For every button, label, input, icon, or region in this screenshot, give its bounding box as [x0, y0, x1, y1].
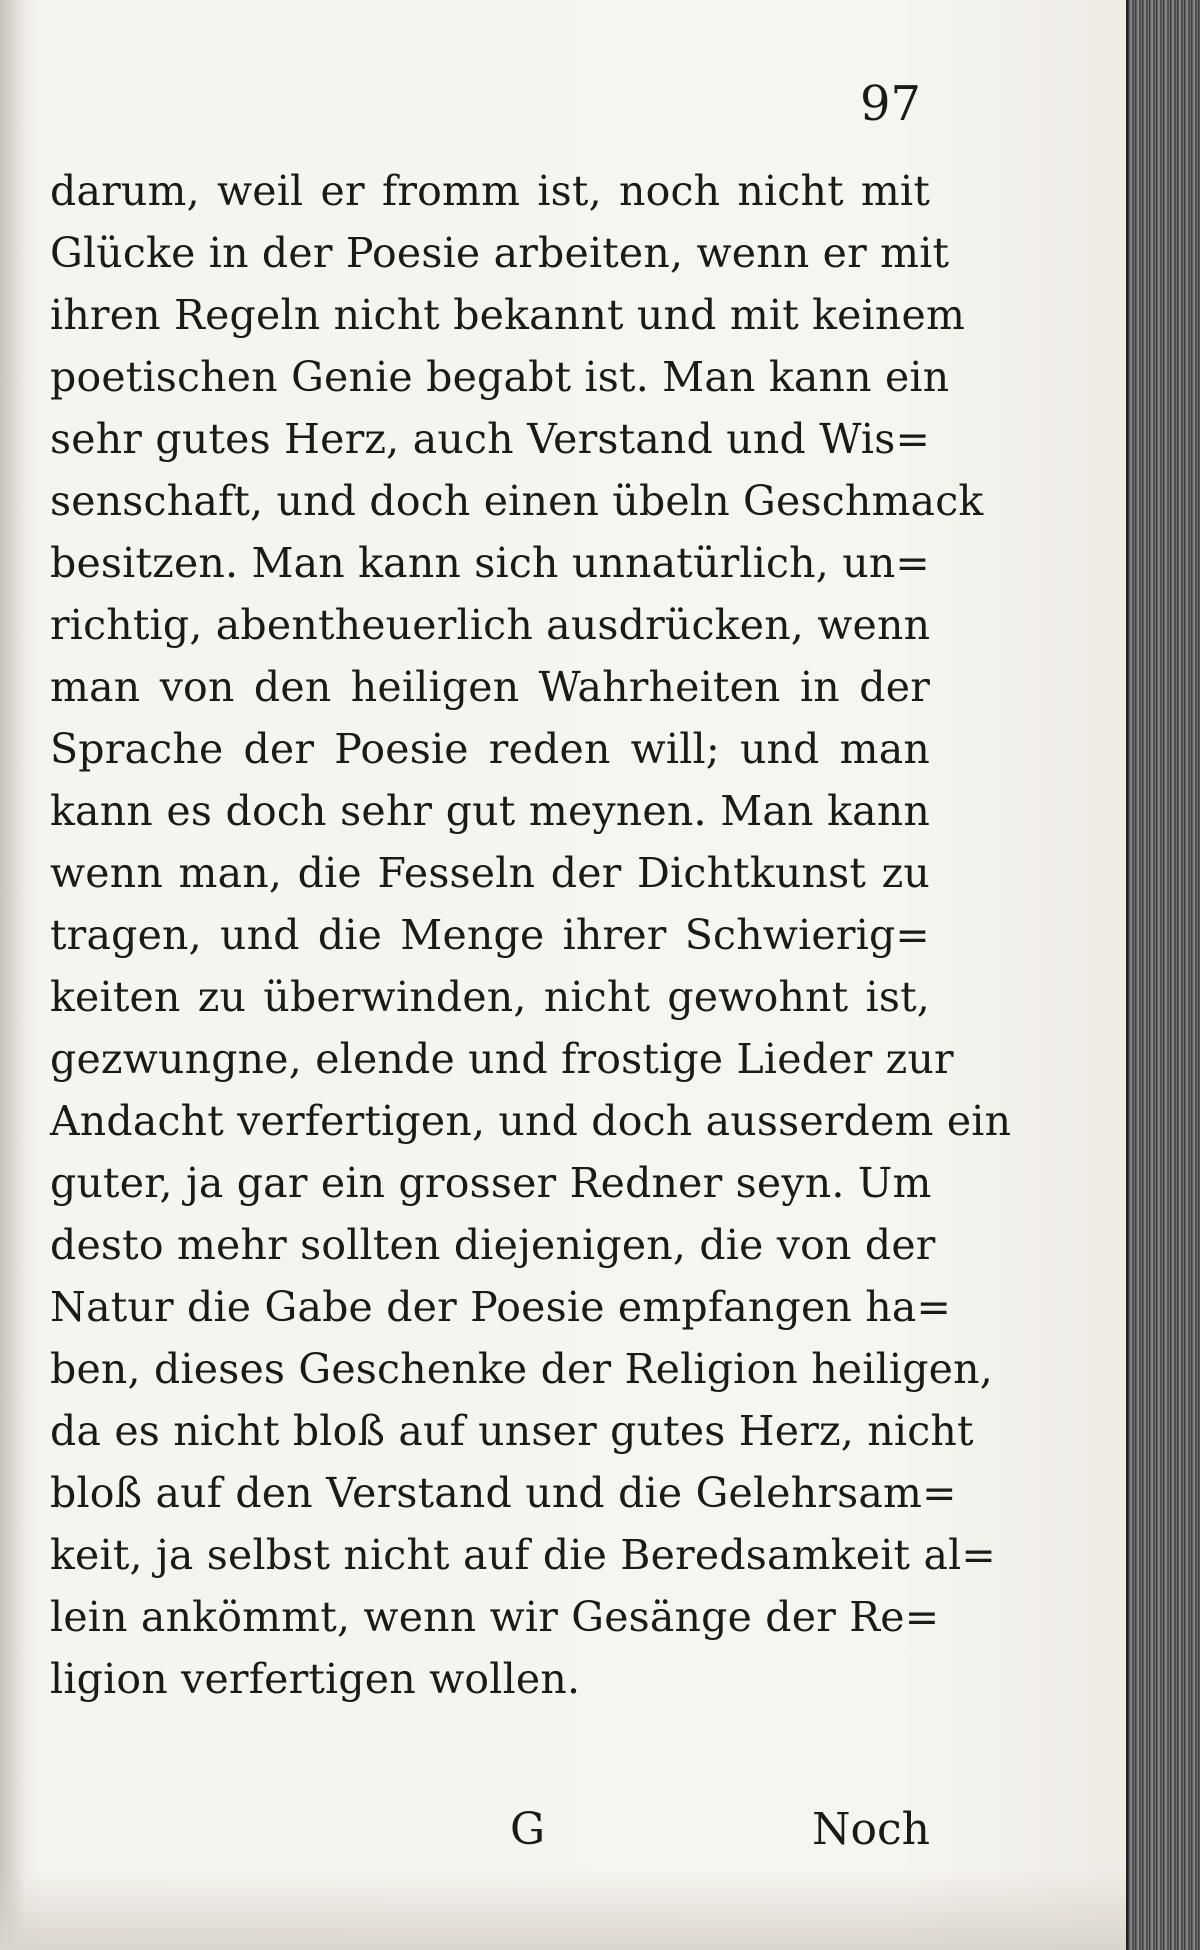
text-line: poetischen Genie begabt ist. Man kann ein	[50, 353, 950, 401]
gutter-shadow	[0, 0, 26, 1950]
text-line: wenn man, die Fesseln der Dichtkunst zu	[50, 849, 930, 897]
text-line: darum, weil er fromm ist, noch nicht mit	[50, 167, 930, 215]
catchword: Noch	[812, 1804, 930, 1855]
text-line-last: ligion verfertigen wollen.	[50, 1655, 581, 1703]
text-line: senschaft, und doch einen übeln Geschmack	[50, 477, 984, 525]
signature-mark: G	[510, 1804, 546, 1855]
text-line: guter, ja gar ein grosser Redner seyn. Um	[50, 1159, 932, 1207]
text-line: lein ankömmt, wenn wir Gesänge der Re=	[50, 1593, 940, 1641]
text-line: richtig, abentheuerlich ausdrücken, wenn	[50, 601, 931, 649]
text-line: desto mehr sollten diejenigen, die von der	[50, 1221, 936, 1269]
text-line: ihren Regeln nicht bekannt und mit keinem	[50, 291, 966, 339]
page-edges	[1126, 0, 1200, 1950]
text-line: man von den heiligen Wahrheiten in der	[50, 663, 930, 711]
text-line: tragen, und die Menge ihrer Schwierig=	[50, 911, 930, 959]
text-line: sehr gutes Herz, auch Verstand und Wis=	[50, 415, 930, 463]
text-line: keit, ja selbst nicht auf die Beredsamkeit al=	[50, 1531, 996, 1579]
body-text	[50, 160, 1012, 1710]
text-line: ben, dieses Geschenke der Religion heiligen,	[50, 1345, 993, 1393]
text-line: da es nicht bloß auf unser gutes Herz, nicht	[50, 1407, 974, 1455]
text-line: Natur die Gabe der Poesie empfangen ha=	[50, 1283, 952, 1331]
bottom-shadow	[0, 1870, 1130, 1950]
text-line: Sprache der Poesie reden will; und man	[50, 725, 930, 773]
page-footer	[510, 1800, 930, 1860]
text-line: Andacht verfertigen, und doch ausserdem ein	[50, 1097, 1012, 1145]
text-line: besitzen. Man kann sich unnatürlich, un=	[50, 539, 930, 587]
text-line: keiten zu überwinden, nicht gewohnt ist,	[50, 973, 930, 1021]
page-number: 97	[860, 76, 922, 132]
text-line: Glücke in der Poesie arbeiten, wenn er mit	[50, 229, 950, 277]
text-line: kann es doch sehr gut meynen. Man kann	[50, 787, 930, 835]
text-line: gezwungne, elende und frostige Lieder zur	[50, 1035, 954, 1083]
text-line: bloß auf den Verstand und die Gelehrsam=	[50, 1469, 957, 1517]
